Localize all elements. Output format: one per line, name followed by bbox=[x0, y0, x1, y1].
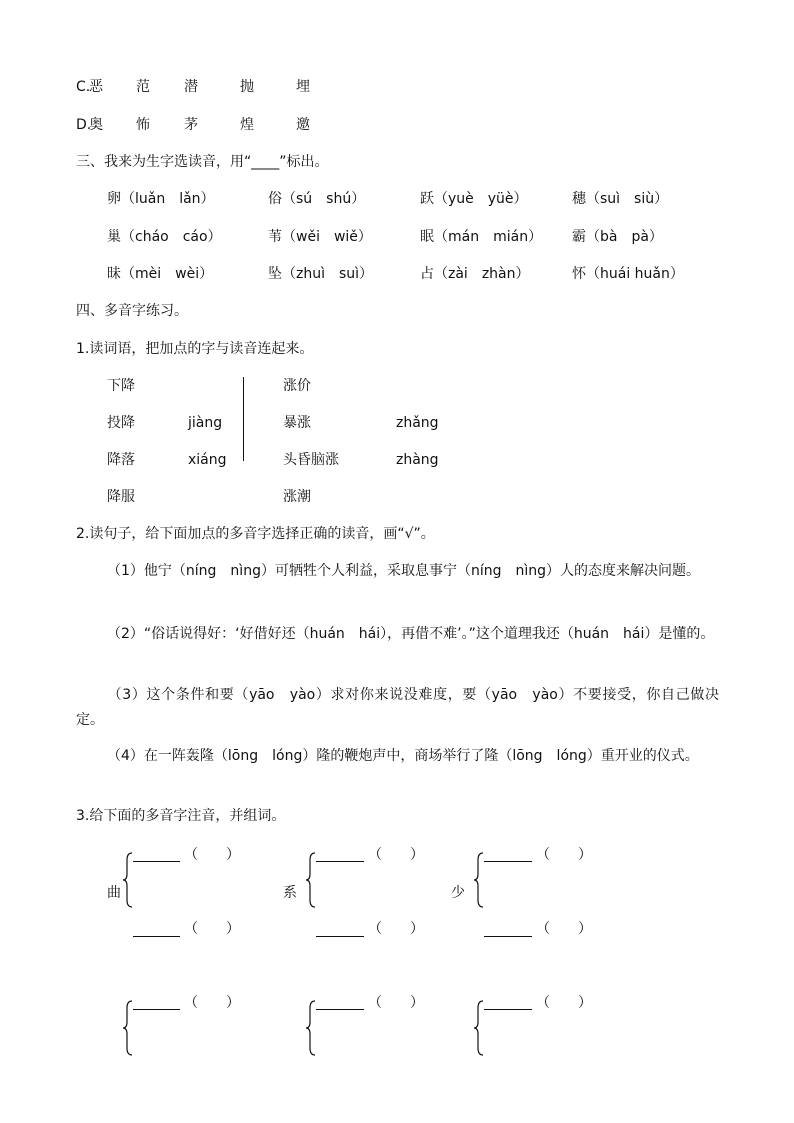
q2-sentence-2 bbox=[76, 622, 719, 647]
pinyin-choice: 跃（yuè yüè） bbox=[420, 191, 528, 207]
q2-sentence-3 bbox=[76, 683, 719, 733]
sentence-text: （3）这个条件和要（yāo yào）求对你来说没难度，要（yāo yào）不要接受，你自己做决定。 bbox=[76, 687, 719, 728]
pinyin-choice: 眠（mán mián） bbox=[420, 229, 543, 245]
right-reading: zhǎng bbox=[396, 415, 439, 431]
left-word: 降服 bbox=[107, 489, 135, 505]
pinyin-choice: 霸（bà pà） bbox=[572, 229, 663, 245]
answer-blank[interactable] bbox=[484, 936, 532, 937]
answer-blank[interactable] bbox=[316, 936, 364, 937]
answer-blank[interactable] bbox=[316, 1009, 364, 1010]
polyphone-char: 少 bbox=[451, 885, 465, 901]
option-d-char-2: 怖 bbox=[136, 117, 150, 133]
pinyin-paren: （ ） bbox=[368, 847, 424, 863]
left-reading: xiáng bbox=[188, 452, 227, 468]
left-word: 投降 bbox=[107, 415, 135, 431]
pinyin-choice: 苇（wěi wiě） bbox=[268, 229, 372, 245]
option-c-char-4: 抛 bbox=[240, 79, 254, 95]
answer-blank[interactable] bbox=[133, 1009, 180, 1010]
pinyin-paren: （ ） bbox=[536, 995, 592, 1011]
left-word: 下降 bbox=[107, 378, 135, 394]
q2-title: 2.读句子，给下面加点的多音字选择正确的读音，画“√”。 bbox=[76, 526, 435, 542]
sentence-text: （2）“俗话说得好：‘好借好还（huán hái），再借不难’。”这个道理我还（huán hái）是懂的。 bbox=[107, 626, 715, 642]
sentence-text: （4）在一阵轰隆（lōng lóng）隆的鞭炮声中，商场举行了隆（lōng lóng）重开业的仪式。 bbox=[107, 748, 699, 764]
option-c-char-1: 恶 bbox=[89, 79, 103, 95]
divider-line bbox=[243, 377, 244, 461]
section4-title: 四、多音字练习。 bbox=[76, 303, 188, 319]
answer-blank[interactable] bbox=[316, 861, 364, 862]
pinyin-choice: 坠（zhuì suì） bbox=[268, 266, 374, 282]
answer-blank[interactable] bbox=[133, 861, 180, 862]
sentence-text: （1）他宁（níng nìng）可牺牲个人利益，采取息事宁（níng nìng）人的态度来解决问题。 bbox=[107, 563, 700, 579]
right-word: 涨潮 bbox=[283, 489, 311, 505]
right-word: 头昏脑涨 bbox=[283, 452, 339, 468]
option-d-char-5: 邀 bbox=[296, 117, 310, 133]
pinyin-choice: 占（zài zhàn） bbox=[420, 266, 530, 282]
pinyin-paren: （ ） bbox=[368, 995, 424, 1011]
right-reading: zhàng bbox=[396, 452, 439, 468]
q3-title: 3.给下面的多音字注音，并组词。 bbox=[76, 808, 286, 824]
polyphone-char: 曲 bbox=[107, 885, 121, 901]
option-c-char-2: 范 bbox=[136, 79, 150, 95]
left-word: 降落 bbox=[107, 452, 135, 468]
option-c-char-5: 埋 bbox=[296, 79, 310, 95]
pinyin-choice: 怀（huái huǎn） bbox=[572, 266, 684, 282]
left-reading: jiàng bbox=[188, 415, 223, 431]
option-c-label: C. bbox=[76, 79, 91, 95]
pinyin-choice: 卵（luǎn lǎn） bbox=[107, 191, 215, 207]
option-d-label: D. bbox=[76, 117, 92, 133]
pinyin-paren: （ ） bbox=[184, 995, 240, 1011]
right-word: 涨价 bbox=[283, 378, 311, 394]
answer-blank[interactable] bbox=[133, 936, 180, 937]
section3-title: 三、我来为生字选读音，用“____”标出。 bbox=[76, 154, 329, 170]
answer-blank[interactable] bbox=[484, 861, 532, 862]
pinyin-paren: （ ） bbox=[368, 921, 424, 937]
pinyin-choice: 昧（mèi wèi） bbox=[107, 266, 214, 282]
pinyin-paren: （ ） bbox=[184, 847, 240, 863]
pinyin-paren: （ ） bbox=[536, 847, 592, 863]
q2-sentence-4 bbox=[76, 744, 719, 769]
pinyin-paren: （ ） bbox=[184, 921, 240, 937]
option-d-char-3: 茅 bbox=[184, 117, 198, 133]
pinyin-choice: 俗（sú shú） bbox=[268, 191, 366, 207]
right-word: 暴涨 bbox=[283, 415, 311, 431]
option-d-char-4: 煌 bbox=[240, 117, 254, 133]
option-c-char-3: 潜 bbox=[184, 79, 198, 95]
option-d-char-1: 奥 bbox=[89, 117, 103, 133]
pinyin-choice: 穗（suì siù） bbox=[572, 191, 669, 207]
polyphone-char: 系 bbox=[283, 885, 297, 901]
answer-blank[interactable] bbox=[484, 1009, 532, 1010]
pinyin-choice: 巢（cháo cáo） bbox=[107, 229, 222, 245]
q1-title: 1.读词语，把加点的字与读音连起来。 bbox=[76, 341, 314, 357]
q2-sentence-1 bbox=[76, 559, 719, 584]
pinyin-paren: （ ） bbox=[536, 921, 592, 937]
